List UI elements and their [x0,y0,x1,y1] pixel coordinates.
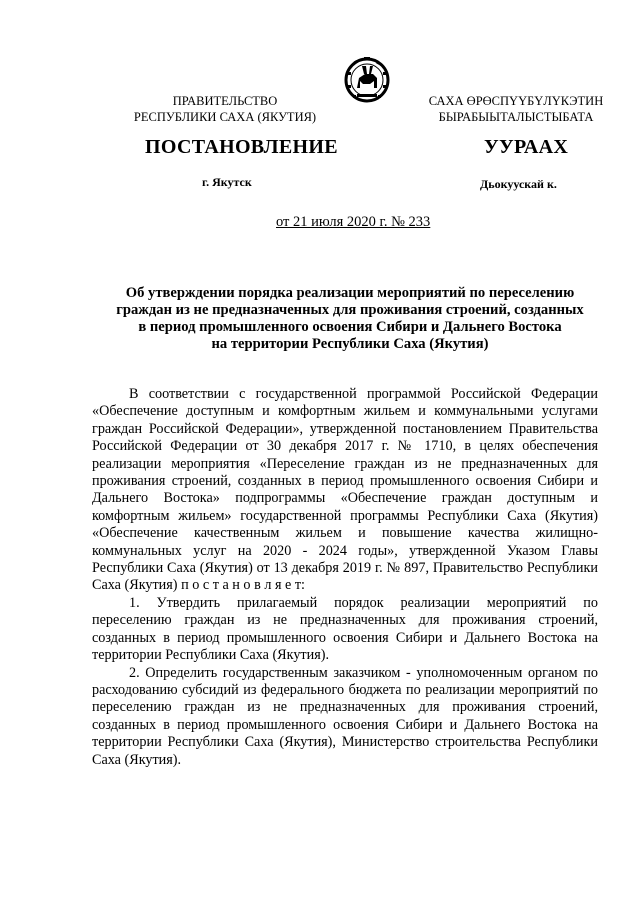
document-body [92,386,598,769]
government-name-ru-line2: РЕСПУБЛИКИ САХА (ЯКУТИЯ) [133,110,317,124]
sakha-coat-of-arms-icon [343,54,391,108]
government-name-sakha [416,93,616,125]
document-type-sakha: УУРААХ [484,136,569,158]
title-line: в период промышленного освоения Сибири и Дальнего Востока [138,319,562,335]
title-line: на территории Республики Саха (Якутия) [211,336,489,352]
document-date-number: от 21 июля 2020 г. № 233 [276,214,431,230]
clause-1-paragraph: 1. Утвердить прилагаемый порядок реализации мероприятий по переселению граждан из не предназначенных для проживания строений, созданных в период промышленного освоения Сибири и Дальнего Востока на территории Республики Саха (Якутия). [92,594,598,664]
document-type-ru: ПОСТАНОВЛЕНИЕ [145,136,338,158]
government-name-ru [110,93,340,125]
title-line: граждан из не предназначенных для проживания строений, созданных [116,302,584,318]
title-line: Об утверждении порядка реализации мероприятий по переселению [125,285,575,301]
city-sakha: Дьокуускай к. [480,177,557,191]
clause-2-paragraph: 2. Определить государственным заказчиком - уполномоченным органом по расходованию субсидий из федерального бюджета по реализации мероприятий по переселению граждан из не предназначенных для проживания строений, созданных в период промышленного освоения Сибири и Дальнего Востока на территории Республики Саха (Якутия), Министерство строительства Республики Саха (Якутия). [92,664,598,768]
city-ru: г. Якутск [202,175,252,189]
document-title [100,285,600,353]
government-name-sakha-line2: БЫРАБЫЫТАЛЫСТЫБАТА [438,110,594,124]
government-name-sakha-line1: САХА ӨРӨСПҮҮБҮЛҮКЭТИН [428,94,604,108]
preamble-paragraph: В соответствии с государственной программой Российской Федерации «Обеспечение доступным и комфортным жильем и коммунальными услугами граждан Российской Федерации», утвержденной постановлением Правительства Российской Федерации от 30 декабря 2017 г. № 1710, в целях обеспечения реализации мероприятия «Переселение граждан из не предназначенных для проживания строений, созданных в период промышленного освоения Сибири и Дальнего Востока» подпрограммы «Обеспечение граждан доступным и комфортным жильем» государственной программы Республики Саха (Якутия) «Обеспечение качественным жильем и повышение качества жилищно-коммунальных услуг на 2020 - 2024 годы», утвержденной Указом Главы Республики Саха (Якутия) от 13 декабря 2019 г. № 897, Правительство Республики Саха (Якутия) п о с т а н о в л я е т: [92,386,598,594]
government-name-ru-line1: ПРАВИТЕЛЬСТВО [172,94,278,108]
